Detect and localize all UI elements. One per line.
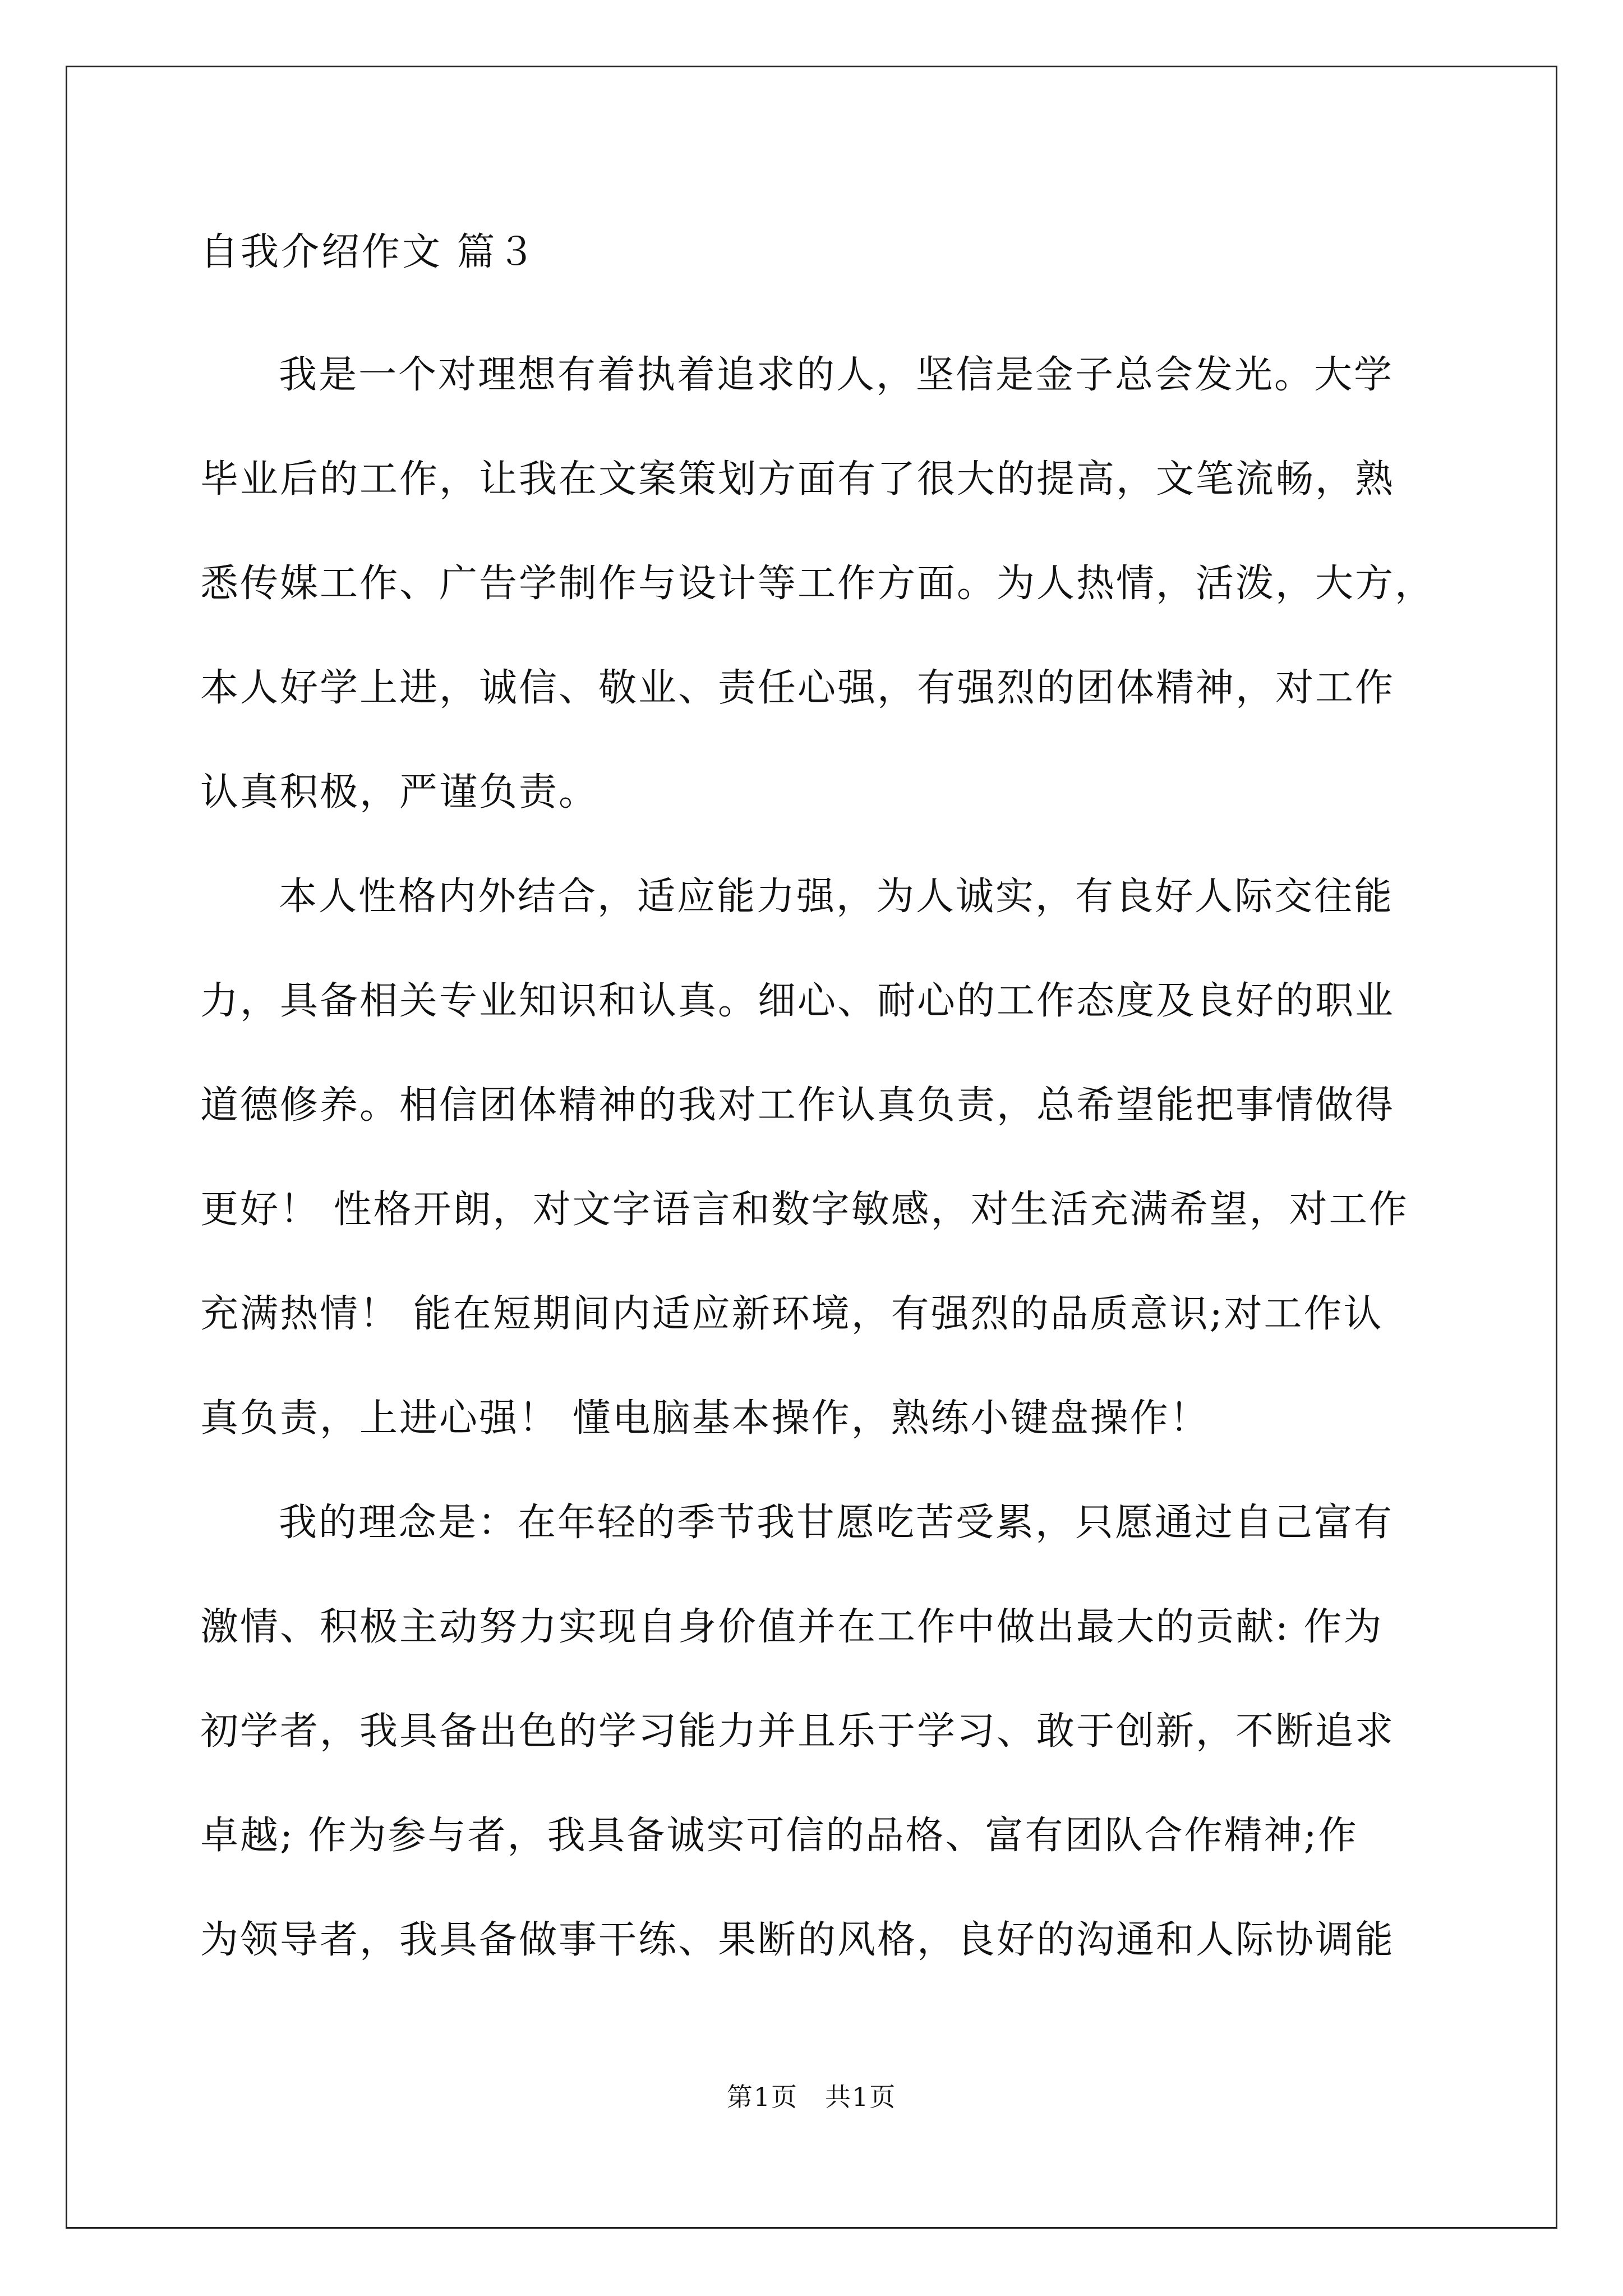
paragraph-line: 力，具备相关专业知识和认真。细心、耐心的工作态度及良好的职业: [200, 979, 1395, 1023]
paragraph-line: 激情、积极主动努力实现自身价值并在工作中做出最大的贡献: 作为: [200, 1605, 1384, 1649]
paragraph-line: 本人好学上进，诚信、敬业、责任心强，有强烈的团体精神，对工作: [200, 666, 1395, 710]
document-title: 自我介绍作文 篇３: [200, 230, 538, 274]
paragraph-line: 认真积极，严谨负责。: [200, 770, 599, 815]
paragraph-line: 我的理念是：在年轻的季节我甘愿吃苦受累，只愿通过自己富有: [279, 1501, 1394, 1545]
paragraph-line: 悉传媒工作、广告学制作与设计等工作方面。为人热情，活泼，大方，: [200, 562, 1435, 606]
paragraph-line: 真负责，上进心强！ 懂电脑基本操作，熟练小键盘操作！: [200, 1396, 1210, 1441]
paragraph-line: 初学者，我具备出色的学习能力并且乐于学习、敢于创新，不断追求: [200, 1709, 1395, 1754]
paragraph-line: 更好！ 性格开朗，对文字语言和数字敏感，对生活充满希望，对工作: [200, 1188, 1409, 1232]
paragraph-3: [200, 1471, 1434, 1993]
paragraph-line: 道德修养。相信团体精神的我对工作认真负责，总希望能把事情做得: [200, 1083, 1395, 1128]
document-body: [200, 219, 1434, 1993]
paragraph-line: 本人性格内外结合，适应能力强，为人诚实，有良好人际交往能: [279, 875, 1394, 919]
paragraph-line: 毕业后的工作，让我在文案策划方面有了很大的提高，文笔流畅，熟: [200, 457, 1395, 501]
paragraph-line: 我是一个对理想有着执着追求的人，坚信是金子总会发光。大学: [279, 353, 1394, 397]
paragraph-2: [200, 845, 1434, 1471]
paragraph-line: 为领导者，我具备做事干练、果断的风格，良好的沟通和人际协调能: [200, 1918, 1395, 1962]
paragraph-line: 卓越; 作为参与者，我具备诚实可信的品格、富有团队合作精神;作: [200, 1814, 1358, 1858]
paragraph-1: [200, 323, 1434, 845]
paragraph-line: 充满热情！ 能在短期间内适应新环境，有强烈的品质意识;对工作认: [200, 1292, 1384, 1336]
page-footer: 第1页 共1页: [726, 2082, 897, 2112]
